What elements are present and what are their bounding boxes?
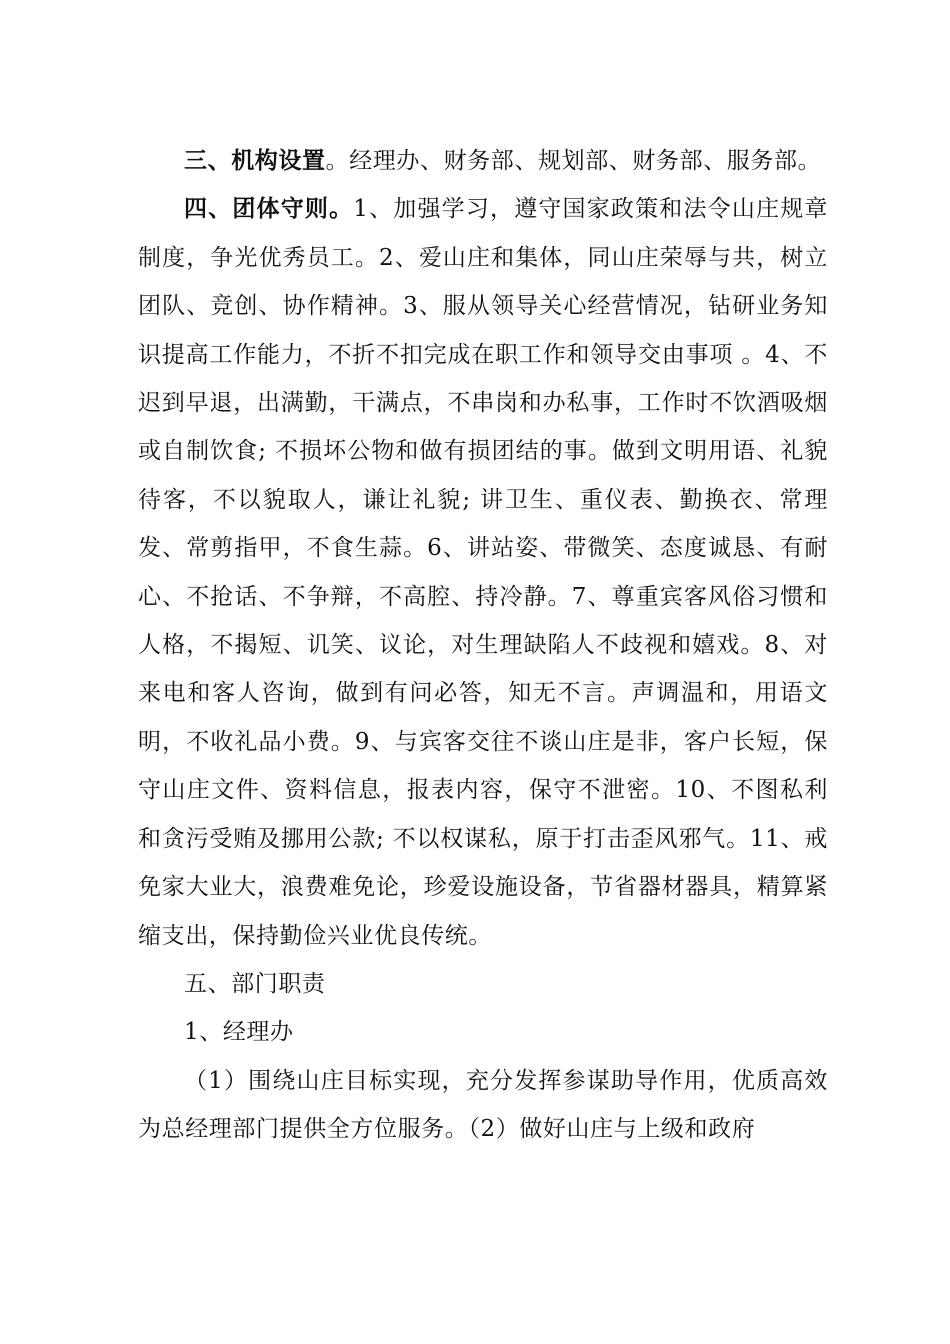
- section-5-heading: 五、部门职责: [184, 970, 326, 997]
- section-4-text: 1、加强学习，遵守国家政策和法令山庄规章制度，争光优秀员工。2、爱山庄和集体，同山庄荣辱与共，树立团队、竞创、协作精神。3、服从领导关心经营情况，钻研业务知识提高工作能力，不折不扣完成在职工作和领导交由事项 。4、不迟到早退，出满勤，干满点，不串岗和办私事，工作时不饮酒吸烟或自制饮食; 不损坏公物和做有损团结的事。做到文明用语、礼貌待客，不以貌取人，谦让礼貌; 讲卫生、重仪表、勤换衣、常理发、常剪指甲，不食生蒜。6、讲站姿、带微笑、态度诚恳、有耐心、不抢话、不争辩，不高腔、持冷静。7、尊重宾客风俗习惯和人格，不揭短、讥笑、议论，对生理缺陷人不歧视和嬉戏。8、对来电和客人咨询，做到有问必答，知无不言。声调温和，用语文明，不收礼品小费。9、与宾客交往不谈山庄是非，客户长短，保守山庄文件、资料信息，报表内容，保守不泄密。10、不图私利和贪污受贿及挪用公款; 不以权谋私，原于打击歪风邪气。11、戒免家大业大，浪费难免论，珍爱设施设备，节省器材器具，精算紧缩支出，保持勤俭兴业优良传统。: [138, 196, 828, 949]
- section-3-heading: 三、机构设置: [184, 147, 326, 174]
- section-4-heading: 四、团体守则。: [184, 195, 354, 223]
- section-4-paragraph: [138, 185, 828, 960]
- subsection-manager-office: 1、经理办: [184, 1019, 294, 1046]
- document-body: [138, 137, 828, 1154]
- section-3-text: 。经理办、财务部、规划部、财务部、服务部。: [325, 148, 822, 174]
- manager-office-duties: （1）围绕山庄目标实现，充分发挥参谋助导作用，优质高效为总经理部门提供全方位服务。（2）做好山庄与上级和政府: [138, 1067, 828, 1143]
- section-3-paragraph: [138, 137, 828, 185]
